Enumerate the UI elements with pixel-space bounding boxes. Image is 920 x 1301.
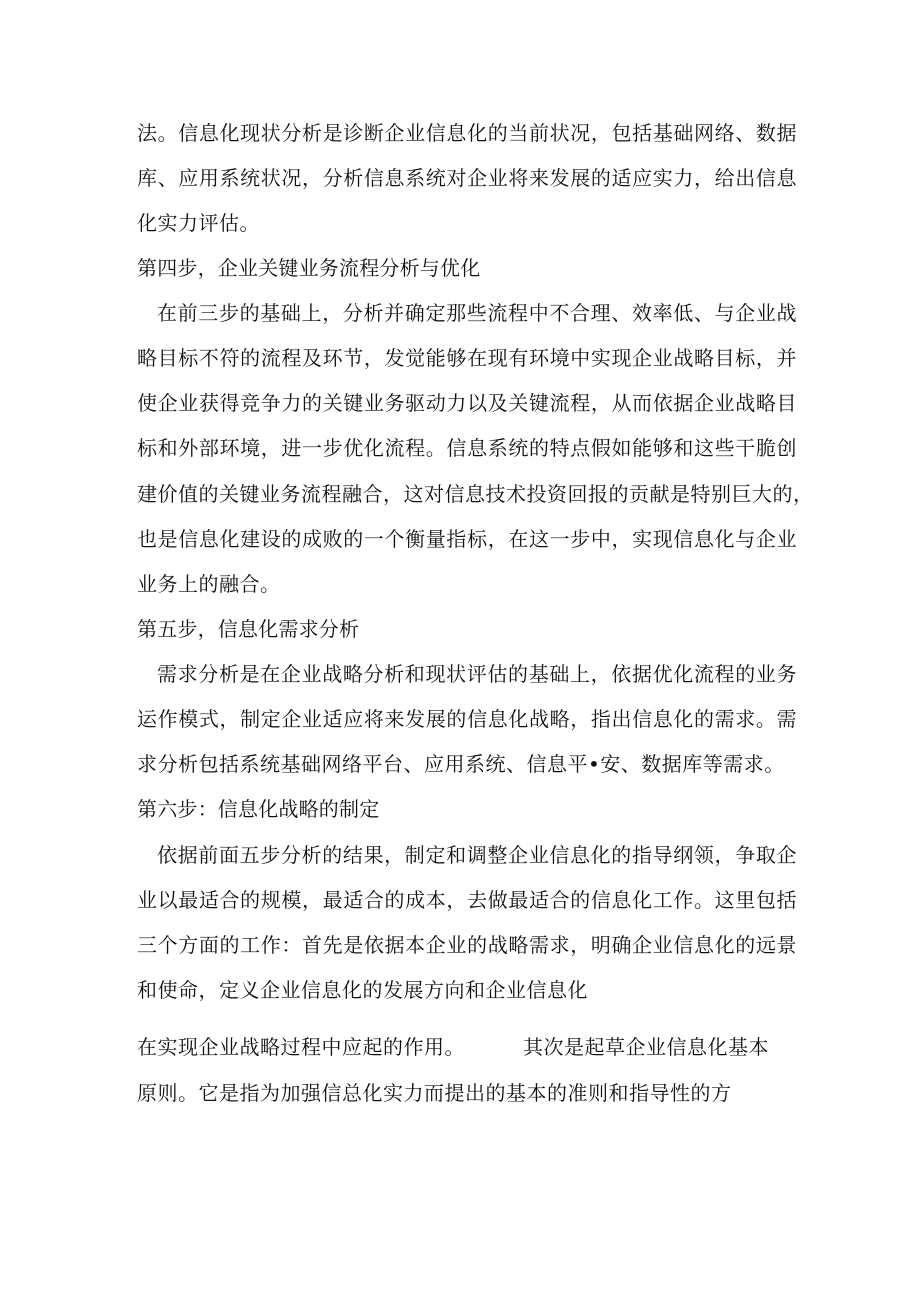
text-line-2: 库、应用系统状况，分析信息系统对企业将来发展的适应实力，给出信息 [137, 166, 797, 190]
text-line-9: 建价值的关键业务流程融合，这对信息技术投资回报的贡献是特别巨大的， [137, 482, 814, 506]
text-line-8: 标和外部环境，进一步优化流程。信息系统的特点假如能够和这些干脆创 [137, 436, 797, 460]
text-line-15: 求分析包括系统基础网络平台、应用系统、信息平•安、数据库等需求。 [137, 752, 785, 776]
text-line-5: 在前三步的基础上，分析并确定那些流程中不合理、效率低、与企业战 [157, 301, 797, 325]
text-line-14: 运作模式，制定企业适应将来发展的信息化战略，指出信息化的需求。需 [137, 707, 797, 731]
text-line-1: 法。信息化现状分析是诊断企业信息化的当前状况，包括基础网络、数据 [137, 121, 797, 145]
text-line-21 [137, 1030, 797, 1064]
text-line-17: 依据前面五步分析的结果，制定和调整企业信息化的指导纲领，争取企 [157, 843, 797, 867]
text-line-21-part-1: 在实现企业战略过程中应起的作用。 [137, 1035, 465, 1059]
text-line-22: 原则。它是指为加强信总化实力而提出的基本的准则和指导性的方 [137, 1081, 732, 1105]
text-line-3: 化实力评估。 [137, 211, 260, 235]
text-line-10: 也是信息化建设的成败的一个衡量指标，在这一步中，实现信息化与企业 [137, 527, 797, 551]
section-heading-step-5: 第五步，信息化需求分析 [137, 617, 360, 641]
text-line-13: 需求分析是在企业战略分析和现状评估的基础上，依据优化流程的业务 [157, 662, 797, 686]
section-heading-step-6: 第六步：信息化战略的制定 [137, 797, 380, 821]
text-line-20: 和使命，定义企业信息化的发展方向和企业信息化 [137, 978, 588, 1002]
text-line-18: 业以最适合的规模，最适合的成本，去做最适合的信息化工作。这里包括 [137, 888, 797, 912]
section-heading-step-4: 第四步，企业关键业务流程分析与优化 [137, 256, 481, 280]
text-line-19: 三个方面的工作：首先是依据本企业的战略需求，明确企业信息化的远景 [137, 933, 797, 957]
text-line-7: 使企业获得竞争力的关键业务驱动力以及关键流程，从而依据企业战略目 [137, 391, 797, 415]
text-line-11: 业务上的融合。 [137, 572, 281, 596]
text-line-21-part-2: 其次是起草企业信息化基本 [523, 1035, 769, 1059]
text-line-6: 略目标不符的流程及环节，发觉能够在现有环境中实现企业战略目标，并 [137, 346, 797, 370]
